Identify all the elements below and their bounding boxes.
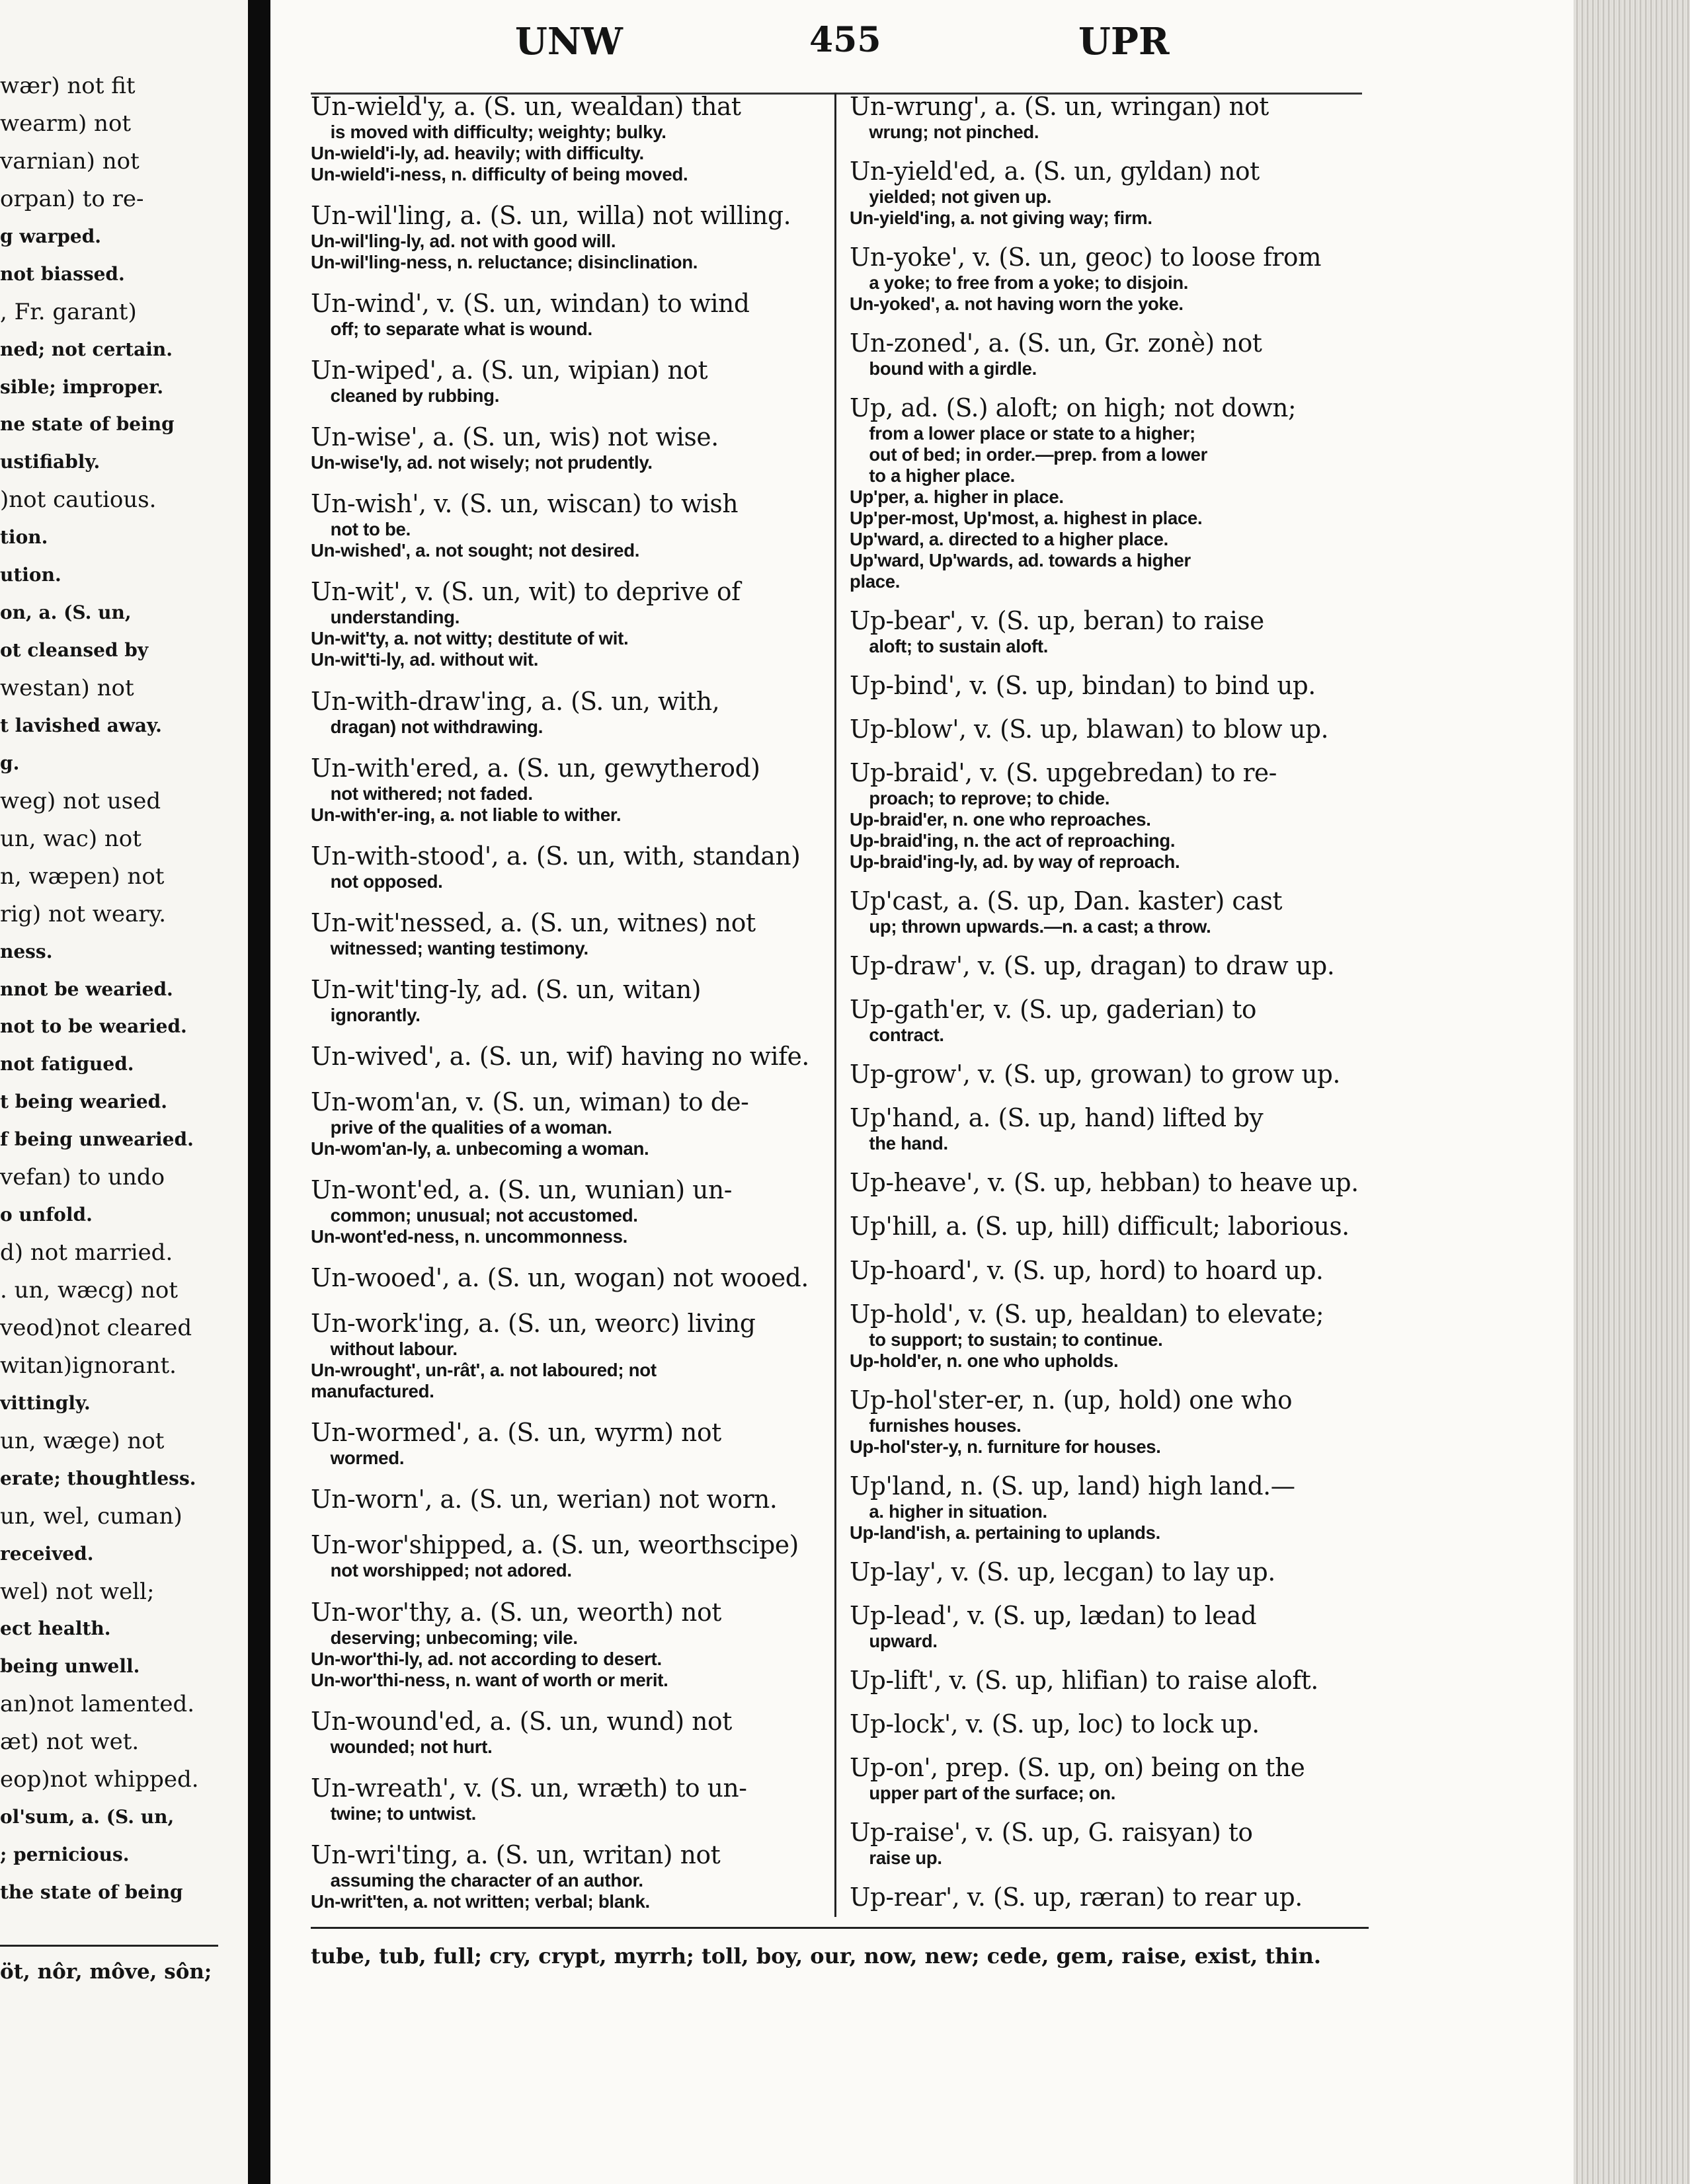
left-fragment-line: ; pernicious. <box>0 1844 130 1865</box>
entry-headword: Un-wit', v. (S. un, wit) to deprive of <box>311 577 741 607</box>
entry-headword: Up-draw', v. (S. up, dragan) to draw up. <box>850 951 1335 981</box>
entry-definition: prive of the qualities of a woman. <box>330 1117 612 1138</box>
left-fragment-line: g warped. <box>0 225 102 247</box>
left-fragment-line: g. <box>0 752 20 774</box>
entry-derivative: Un-wield'i-ly, ad. heavily; with difficulty. <box>311 143 644 163</box>
left-fragment-line: ne state of being <box>0 413 175 435</box>
dictionary-entry <box>850 605 1369 657</box>
entry-headword: Up'hand, a. (S. up, hand) lifted by <box>850 1103 1264 1133</box>
entry-definition: bound with a girdle. <box>869 358 1037 379</box>
entry-definition: twine; to untwist. <box>330 1803 477 1824</box>
left-fragment-line: ution. <box>0 564 61 586</box>
entry-headword: Up-grow', v. (S. up, growan) to grow up. <box>850 1060 1340 1089</box>
entry-headword: Un-with'ered, a. (S. un, gewytherod) <box>311 753 760 783</box>
entry-headword: Up-lift', v. (S. up, hlifian) to raise aloft. <box>850 1665 1318 1695</box>
entry-definition: wrung; not pinched. <box>869 122 1039 142</box>
left-fragment-line: ustifiably. <box>0 451 101 473</box>
entry-definition: common; unusual; not accustomed. <box>330 1205 638 1226</box>
dictionary-entry <box>850 1385 1369 1458</box>
left-fragment-line: . un, wæcg) not <box>0 1277 178 1304</box>
entry-headword: Up'hill, a. (S. up, hill) difficult; laborious. <box>850 1212 1349 1241</box>
entry-headword: Un-wom'an, v. (S. un, wiman) to de- <box>311 1087 749 1117</box>
entry-headword: Up-hoard', v. (S. up, hord) to hoard up. <box>850 1255 1324 1285</box>
entry-headword: Un-wish', v. (S. un, wiscan) to wish <box>311 489 739 519</box>
entry-definition: to a higher place. <box>869 465 1016 487</box>
left-fragment-line: ot cleansed by <box>0 639 149 661</box>
dictionary-entry <box>850 1059 1369 1089</box>
dictionary-entry <box>311 686 826 738</box>
entry-headword: Un-wiped', a. (S. un, wipian) not <box>311 356 708 385</box>
entry-derivative: Un-wished', a. not sought; not desired. <box>311 540 640 561</box>
entry-derivative: manufactured. <box>311 1381 434 1402</box>
dictionary-entry <box>850 328 1369 379</box>
dictionary-entry <box>850 1167 1369 1198</box>
entry-definition: wormed. <box>330 1448 405 1469</box>
footer-rule <box>311 1927 1369 1929</box>
entry-derivative: Un-wit'ty, a. not witty; destitute of wit. <box>311 628 629 649</box>
entry-headword: Un-zoned', a. (S. un, Gr. zonè) not <box>850 329 1262 358</box>
right-column <box>850 91 1369 1919</box>
entry-headword: Up, ad. (S.) aloft; on high; not down; <box>850 393 1297 423</box>
left-fragment-line: ness. <box>0 941 53 962</box>
entry-headword: Un-wound'ed, a. (S. un, wund) not <box>311 1706 732 1736</box>
entry-headword: Up-hold', v. (S. up, healdan) to elevate; <box>850 1299 1324 1329</box>
entry-definition: up; thrown upwards.—n. a cast; a throw. <box>869 916 1211 937</box>
dictionary-entry <box>311 908 826 959</box>
entry-headword: Un-wit'nessed, a. (S. un, witnes) not <box>311 908 756 937</box>
left-fragment-line: westan) not <box>0 675 134 701</box>
entry-headword: Un-wri'ting, a. (S. un, writan) not <box>311 1840 721 1869</box>
left-fragment-line: ned; not certain. <box>0 338 173 360</box>
dictionary-entry <box>850 1709 1369 1739</box>
dictionary-entry <box>850 393 1369 592</box>
entry-definition: a. higher in situation. <box>869 1501 1047 1522</box>
entry-derivative: place. <box>850 571 901 592</box>
dictionary-entry <box>850 1299 1369 1372</box>
left-fragment-line: an)not lamented. <box>0 1691 195 1717</box>
entry-headword: Up-rear', v. (S. up, ræran) to rear up. <box>850 1882 1303 1912</box>
dictionary-entry <box>311 576 826 670</box>
dictionary-entry <box>311 1773 826 1824</box>
left-fragment-line: un, wæge) not <box>0 1428 165 1454</box>
left-fragment-line: o unfold. <box>0 1204 93 1226</box>
entry-definition: not worshipped; not adored. <box>330 1560 572 1581</box>
left-fragment-line: vefan) to undo <box>0 1164 165 1190</box>
left-fragment-line: witan)ignorant. <box>0 1352 177 1379</box>
dictionary-entry <box>311 1840 826 1912</box>
entry-definition: from a lower place or state to a higher; <box>869 423 1195 444</box>
left-column <box>311 91 826 1919</box>
left-fragment-line: d) not married. <box>0 1239 173 1266</box>
dictionary-entry <box>850 886 1369 937</box>
entry-headword: Up-heave', v. (S. up, hebban) to heave up. <box>850 1168 1359 1198</box>
dictionary-entry <box>311 91 826 185</box>
dictionary-entry <box>311 1263 826 1293</box>
entry-derivative: Up'ward, Up'wards, ad. towards a higher <box>850 550 1191 571</box>
entry-definition: upward. <box>869 1630 938 1651</box>
left-fragment-line: veod)not cleared <box>0 1315 192 1341</box>
left-fragment-line: rig) not weary. <box>0 901 167 927</box>
left-fragment-line: )not cautious. <box>0 487 157 513</box>
entry-definition: witnessed; wanting testimony. <box>330 937 588 958</box>
dictionary-entry <box>850 994 1369 1046</box>
left-fragment-line: orpan) to re- <box>0 186 144 212</box>
dictionary-entry <box>850 156 1369 229</box>
dictionary-entry <box>311 1087 826 1159</box>
entry-headword: Un-wived', a. (S. un, wif) having no wife. <box>311 1041 809 1071</box>
entry-headword: Up-bind', v. (S. up, bindan) to bind up. <box>850 671 1316 701</box>
dictionary-entry <box>311 355 826 407</box>
entry-headword: Up-bear', v. (S. up, beran) to raise <box>850 606 1264 636</box>
entry-headword: Un-wise', a. (S. un, wis) not wise. <box>311 422 719 452</box>
dictionary-entry <box>311 488 826 561</box>
book-gutter <box>248 0 270 2184</box>
entry-definition: the hand. <box>869 1133 948 1154</box>
entry-definition: furnishes houses. <box>869 1415 1022 1436</box>
dictionary-entry <box>850 758 1369 873</box>
entry-derivative: Up-braid'ing, n. the act of reproaching. <box>850 830 1176 851</box>
entry-headword: Up'land, n. (S. up, land) high land.— <box>850 1471 1295 1501</box>
entry-definition: upper part of the surface; on. <box>869 1782 1116 1803</box>
guide-word-right: UPR <box>1078 20 1170 63</box>
entry-derivative: Up-hold'er, n. one who upholds. <box>850 1350 1119 1371</box>
entry-derivative: Un-yoked', a. not having worn the yoke. <box>850 293 1184 315</box>
entry-headword: Up'cast, a. (S. up, Dan. kaster) cast <box>850 886 1283 916</box>
entry-derivative: Up-braid'er, n. one who reproaches. <box>850 809 1151 830</box>
left-fragment-line: weg) not used <box>0 788 161 814</box>
left-fragment-line: not fatigued. <box>0 1053 134 1075</box>
dictionary-entry <box>850 1665 1369 1696</box>
entry-derivative: Un-writ'ten, a. not written; verbal; blank. <box>311 1891 650 1912</box>
left-fragment-line: sible; improper. <box>0 376 164 398</box>
dictionary-entry <box>311 288 826 340</box>
guide-word-left: UNW <box>515 20 623 63</box>
entry-headword: Un-wil'ling, a. (S. un, willa) not willing. <box>311 201 791 231</box>
entry-definition: cleaned by rubbing. <box>330 385 500 407</box>
dictionary-entry <box>311 1417 826 1469</box>
dictionary-entry <box>311 422 826 473</box>
dictionary-entry <box>850 1752 1369 1804</box>
entry-definition: is moved with difficulty; weighty; bulky. <box>330 122 666 142</box>
left-fragment-line: received. <box>0 1543 94 1565</box>
entry-definition: assuming the character of an author. <box>330 1869 643 1891</box>
entry-definition: wounded; not hurt. <box>330 1736 493 1757</box>
entry-headword: Un-worn', a. (S. un, werian) not worn. <box>311 1485 778 1514</box>
entry-definition: contract. <box>869 1025 944 1046</box>
entry-definition: to support; to sustain; to continue. <box>869 1329 1163 1350</box>
entry-headword: Un-yoke', v. (S. un, geoc) to loose from <box>850 243 1322 272</box>
entry-definition: raise up. <box>869 1847 942 1868</box>
dictionary-entry <box>850 1600 1369 1652</box>
entry-derivative: Up'per-most, Up'most, a. highest in place. <box>850 508 1203 529</box>
entry-derivative: Un-wise'ly, ad. not wisely; not prudently. <box>311 452 653 473</box>
entry-definition: not to be. <box>330 519 411 540</box>
entry-derivative: Up'ward, a. directed to a higher place. <box>850 529 1168 550</box>
dictionary-entry <box>850 1103 1369 1154</box>
left-fragment-line: æt) not wet. <box>0 1729 140 1755</box>
left-fragment-line: un, wac) not <box>0 826 141 852</box>
left-page-fragment <box>0 0 248 2184</box>
dictionary-entry <box>311 1706 826 1758</box>
entry-definition: not opposed. <box>330 871 443 892</box>
dictionary-entry <box>850 714 1369 744</box>
column-divider <box>834 93 836 1917</box>
entry-derivative: Un-wield'i-ness, n. difficulty of being moved. <box>311 164 688 184</box>
entry-derivative: Un-with'er-ing, a. not liable to wither. <box>311 804 622 825</box>
entry-definition: proach; to reprove; to chide. <box>869 788 1110 809</box>
left-fragment-line: not biassed. <box>0 263 125 285</box>
entry-definition: off; to separate what is wound. <box>330 319 592 340</box>
entry-headword: Un-wooed', a. (S. un, wogan) not wooed. <box>311 1263 809 1293</box>
entry-definition: deserving; unbecoming; vile. <box>330 1627 578 1648</box>
page-number: 455 <box>809 20 881 60</box>
dictionary-entry <box>850 1882 1369 1912</box>
entry-definition: ignorantly. <box>330 1004 421 1025</box>
entry-headword: Un-work'ing, a. (S. un, weorc) living <box>311 1309 756 1339</box>
entry-definition: understanding. <box>330 607 460 628</box>
left-fragment-line: t lavished away. <box>0 715 162 736</box>
entry-definition: not withered; not faded. <box>330 783 533 804</box>
dictionary-entry <box>850 1255 1369 1286</box>
left-fragment-line: ect health. <box>0 1618 111 1639</box>
running-head <box>270 20 1574 73</box>
left-fragment-line: erate; thoughtless. <box>0 1467 196 1489</box>
entry-definition: a yoke; to free from a yoke; to disjoin. <box>869 272 1189 293</box>
entry-derivative: Up-braid'ing-ly, ad. by way of reproach. <box>850 851 1180 873</box>
left-footer-rule <box>0 1945 218 1947</box>
left-fragment-line: tion. <box>0 526 48 548</box>
pronunciation-key: tube, tub, full; cry, crypt, myrrh; toll, boy, our, now, new; cede, gem, raise, exist, thin. <box>311 1943 1322 1969</box>
entry-headword: Un-wor'shipped, a. (S. un, weorthscipe) <box>311 1530 799 1560</box>
entry-derivative: Un-wrought', un-rât', a. not laboured; not <box>311 1360 657 1381</box>
left-fragment-line: wær) not fit <box>0 73 136 99</box>
dictionary-entry <box>311 200 826 273</box>
entry-derivative: Un-wor'thi-ly, ad. not according to desert. <box>311 1648 662 1669</box>
entry-headword: Un-yield'ed, a. (S. un, gyldan) not <box>850 157 1260 186</box>
entry-headword: Un-wrung', a. (S. un, wringan) not <box>850 92 1269 121</box>
left-fragment-line: vittingly. <box>0 1392 91 1414</box>
dictionary-entry <box>850 670 1369 701</box>
dictionary-entry <box>311 753 826 826</box>
left-fragment-line: ol'sum, a. (S. un, <box>0 1806 175 1828</box>
dictionary-entry <box>850 242 1369 315</box>
entry-definition: yielded; not given up. <box>869 186 1052 208</box>
dictionary-entry <box>311 1530 826 1581</box>
entry-definition: without labour. <box>330 1339 458 1360</box>
left-fragment-line: t being wearied. <box>0 1091 167 1112</box>
entry-derivative: Un-wil'ling-ness, n. reluctance; disinclination. <box>311 252 698 273</box>
left-fragment-line: f being unwearied. <box>0 1128 194 1150</box>
left-fragment-line: wel) not well; <box>0 1579 155 1605</box>
left-fragment-line: nnot be wearied. <box>0 978 173 1000</box>
left-fragment-line: being unwell. <box>0 1655 140 1677</box>
dictionary-entry <box>850 1471 1369 1543</box>
dictionary-entry <box>850 91 1369 143</box>
dictionary-entry <box>311 1175 826 1247</box>
left-fragment-line: n, wæpen) not <box>0 863 165 890</box>
entry-headword: Up-on', prep. (S. up, on) being on the <box>850 1752 1305 1782</box>
left-fragment-line: the state of being <box>0 1881 183 1903</box>
entry-derivative: Un-wor'thi-ness, n. want of worth or merit. <box>311 1669 668 1690</box>
entry-derivative: Un-yield'ing, a. not giving way; firm. <box>850 208 1152 229</box>
entry-derivative: Un-wom'an-ly, a. unbecoming a woman. <box>311 1138 649 1159</box>
dictionary-entry <box>311 1484 826 1514</box>
entry-headword: Un-wield'y, a. (S. un, wealdan) that <box>311 92 741 121</box>
entry-headword: Up-gath'er, v. (S. up, gaderian) to <box>850 995 1257 1025</box>
entry-headword: Un-wit'ting-ly, ad. (S. un, witan) <box>311 974 702 1004</box>
entry-definition: out of bed; in order.—prep. from a lower <box>869 444 1208 465</box>
entry-headword: Up-hol'ster-er, n. (up, hold) one who <box>850 1385 1293 1415</box>
dictionary-entry <box>311 974 826 1026</box>
left-fragment-line: not to be wearied. <box>0 1015 187 1037</box>
entry-headword: Un-wont'ed, a. (S. un, wunian) un- <box>311 1175 733 1205</box>
entry-headword: Up-braid', v. (S. upgebredan) to re- <box>850 758 1277 788</box>
dictionary-entry <box>311 841 826 892</box>
entry-headword: Un-wor'thy, a. (S. un, weorth) not <box>311 1597 721 1627</box>
entry-derivative: Up-land'ish, a. pertaining to uplands. <box>850 1522 1160 1543</box>
dictionary-entry <box>311 1308 826 1402</box>
entry-derivative: Un-wont'ed-ness, n. uncommonness. <box>311 1226 628 1247</box>
dictionary-entry <box>311 1597 826 1691</box>
entry-headword: Un-wind', v. (S. un, windan) to wind <box>311 289 750 319</box>
entry-headword: Up-blow', v. (S. up, blawan) to blow up. <box>850 715 1329 744</box>
entry-definition: dragan) not withdrawing. <box>330 716 543 737</box>
dictionary-entry <box>850 1817 1369 1869</box>
entry-headword: Un-wormed', a. (S. un, wyrm) not <box>311 1418 721 1448</box>
entry-headword: Up-lay', v. (S. up, lecgan) to lay up. <box>850 1557 1275 1586</box>
dictionary-entry <box>850 951 1369 981</box>
left-fragment-line: wearm) not <box>0 110 132 137</box>
entry-derivative: Un-wil'ling-ly, ad. not with good will. <box>311 231 616 252</box>
left-fragment-line: eop)not whipped. <box>0 1766 199 1793</box>
entry-headword: Up-lead', v. (S. up, lædan) to lead <box>850 1600 1257 1630</box>
entry-headword: Un-with-stood', a. (S. un, with, standan) <box>311 841 801 871</box>
dictionary-entry <box>850 1211 1369 1241</box>
entry-definition: aloft; to sustain aloft. <box>869 636 1049 657</box>
left-fragment-line: , Fr. garant) <box>0 299 137 325</box>
left-fragment-line: un, wel, cuman) <box>0 1503 182 1530</box>
dictionary-entry <box>311 1041 826 1072</box>
entry-headword: Un-wreath', v. (S. un, wræth) to un- <box>311 1773 747 1803</box>
entry-headword: Up-raise', v. (S. up, G. raisyan) to <box>850 1817 1253 1847</box>
left-fragment-line: on, a. (S. un, <box>0 602 132 623</box>
dictionary-entry <box>850 1557 1369 1587</box>
entry-derivative: Up'per, a. higher in place. <box>850 487 1064 508</box>
entry-derivative: Up-hol'ster-y, n. furniture for houses. <box>850 1436 1161 1457</box>
entry-derivative: Un-wit'ti-ly, ad. without wit. <box>311 649 539 670</box>
left-footer-key: öt, nôr, môve, sôn; <box>0 1960 212 1984</box>
entry-headword: Up-lock', v. (S. up, loc) to lock up. <box>850 1709 1260 1738</box>
entry-headword: Un-with-draw'ing, a. (S. un, with, <box>311 686 720 716</box>
left-fragment-line: varnian) not <box>0 148 140 175</box>
page-edges <box>1574 0 1690 2184</box>
